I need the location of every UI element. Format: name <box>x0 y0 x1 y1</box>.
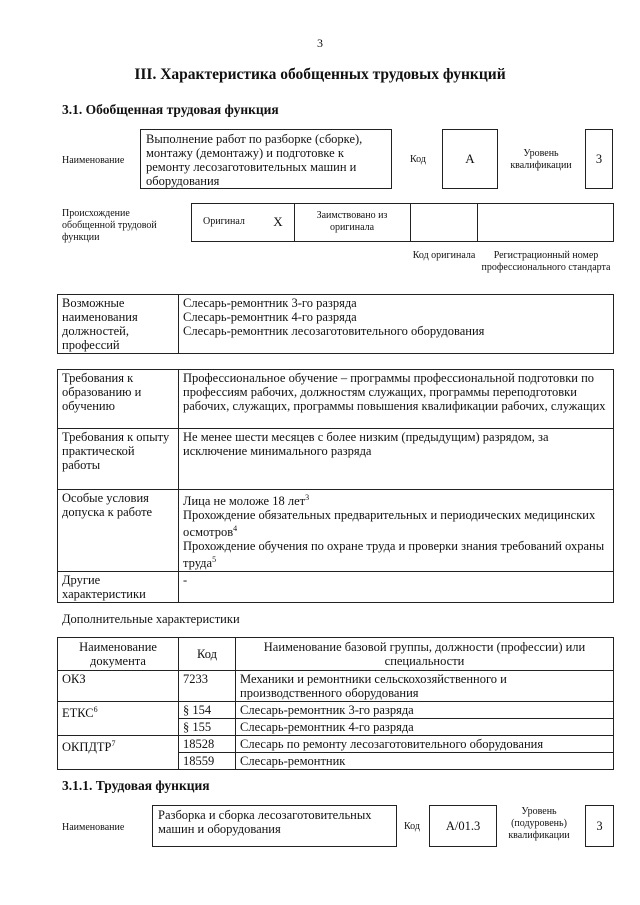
additional-table <box>57 637 614 770</box>
additional-doc-cell <box>58 736 179 770</box>
tf-name-value: Разборка и сборка лесозаготовительных машин и оборудования <box>152 805 397 847</box>
origin-label: Происхождение обобщенной трудовой функции <box>62 208 157 243</box>
requirement-row <box>58 370 614 429</box>
page-number: 3 <box>317 36 323 50</box>
requirement-row <box>58 572 614 603</box>
footnote-ref: 7 <box>111 739 116 748</box>
section-title: III. Характеристика обобщенных трудовых функций <box>134 66 506 83</box>
tf-code-label: Код <box>404 821 420 832</box>
requirement-line: Лица не моложе 18 лет <box>183 494 306 509</box>
tf-heading: 3.1.1. Трудовая функция <box>62 778 210 793</box>
additional-row <box>58 702 614 719</box>
footnote-ref: 3 <box>305 493 310 502</box>
footnote-ref: 5 <box>212 555 217 565</box>
requirement-label: Требования к опыту практической работы <box>58 429 179 490</box>
positions-table <box>57 294 614 354</box>
gtf-name-label: Наименование <box>62 155 125 166</box>
additional-row <box>58 671 614 702</box>
additional-doc: ЕТКС <box>62 706 94 721</box>
requirement-value: Не менее шести месяцев с более низким (предыдущим) разрядом, за исключение минимального разряда <box>179 429 614 490</box>
tf-name-label: Наименование <box>62 822 125 833</box>
header-doc: Наименование документа <box>58 638 179 671</box>
additional-name: Слесарь-ремонтник 3-го разряда <box>236 702 614 719</box>
position-item: Слесарь-ремонтник 4-го разряда <box>183 310 357 324</box>
additional-code: 7233 <box>179 671 236 702</box>
additional-code: 18528 <box>179 736 236 753</box>
tf-level-label: Уровень (подуровень) квалификации <box>508 806 570 841</box>
positions-label: Возможные наименования должностей, профессий <box>58 295 179 354</box>
requirement-value <box>179 490 614 572</box>
requirement-value: - <box>179 572 614 603</box>
tf-code-value: А/01.3 <box>429 805 497 847</box>
footnote-ref: 6 <box>93 705 98 714</box>
origin-original-mark: X <box>273 214 283 229</box>
requirement-line: Прохождение обязательных предварительных и периодических медицинских осмотров <box>183 508 596 540</box>
positions-list <box>179 295 614 354</box>
origin-code-caption: Код оригинала <box>412 250 476 261</box>
additional-name: Слесарь-ремонтник 4-го разряда <box>236 719 614 736</box>
additional-name: Слесарь-ремонтник <box>236 753 614 770</box>
origin-borrowed-label: Заимствовано из оригинала <box>316 210 388 233</box>
origin-reg-number-caption: Регистрационный номер профессионального стандарта <box>481 250 611 273</box>
additional-body <box>58 671 614 770</box>
position-item: Слесарь-ремонтник лесозаготовительного оборудования <box>183 324 485 338</box>
header-code: Код <box>179 638 236 671</box>
gtf-level-label: Уровень квалификации <box>510 148 572 171</box>
requirement-label: Другие характеристики <box>58 572 179 603</box>
header-name: Наименование базовой группы, должности (профессии) или специальности <box>236 638 614 671</box>
requirement-label: Требования к образованию и обучению <box>58 370 179 429</box>
gtf-code-value: А <box>442 129 498 189</box>
additional-name: Слесарь по ремонту лесозаготовительного оборудования <box>236 736 614 753</box>
additional-doc-cell <box>58 671 179 702</box>
requirement-row <box>58 490 614 572</box>
additional-code: § 154 <box>179 702 236 719</box>
additional-name: Механики и ремонтники сельскохозяйственного и производственного оборудования <box>236 671 614 702</box>
additional-doc: ОКПДТР <box>62 740 112 755</box>
gtf-name-value: Выполнение работ по разборке (сборке), монтажу (демонтажу) и подготовке к ремонту лесозаготовительных машин и оборудования <box>140 129 392 189</box>
additional-code: 18559 <box>179 753 236 770</box>
gtf-heading: 3.1. Обобщенная трудовая функция <box>62 102 279 117</box>
additional-caption: Дополнительные характеристики <box>62 612 240 626</box>
gtf-code-label: Код <box>410 154 426 165</box>
position-item: Слесарь-ремонтник 3-го разряда <box>183 296 357 310</box>
footnote-ref: 4 <box>233 524 238 534</box>
additional-doc: ОКЗ <box>62 672 86 686</box>
additional-doc-cell <box>58 702 179 736</box>
requirement-value: Профессиональное обучение – программы профессиональной подготовки по профессиям рабочих, должностям служащих, программы переподготовки рабочих, служащих, программы повышения квалификации рабочих, служащих <box>179 370 614 429</box>
requirement-label: Особые условия допуска к работе <box>58 490 179 572</box>
requirements-table <box>57 369 614 603</box>
additional-header-row <box>58 638 614 671</box>
requirement-row <box>58 429 614 490</box>
additional-row <box>58 736 614 753</box>
additional-code: § 155 <box>179 719 236 736</box>
gtf-level-value: 3 <box>585 129 613 189</box>
requirement-line: Прохождение обучения по охране труда и проверки знания требований охраны труда <box>183 539 605 571</box>
origin-original-label: Оригинал <box>203 216 245 227</box>
tf-level-value: 3 <box>585 805 614 847</box>
